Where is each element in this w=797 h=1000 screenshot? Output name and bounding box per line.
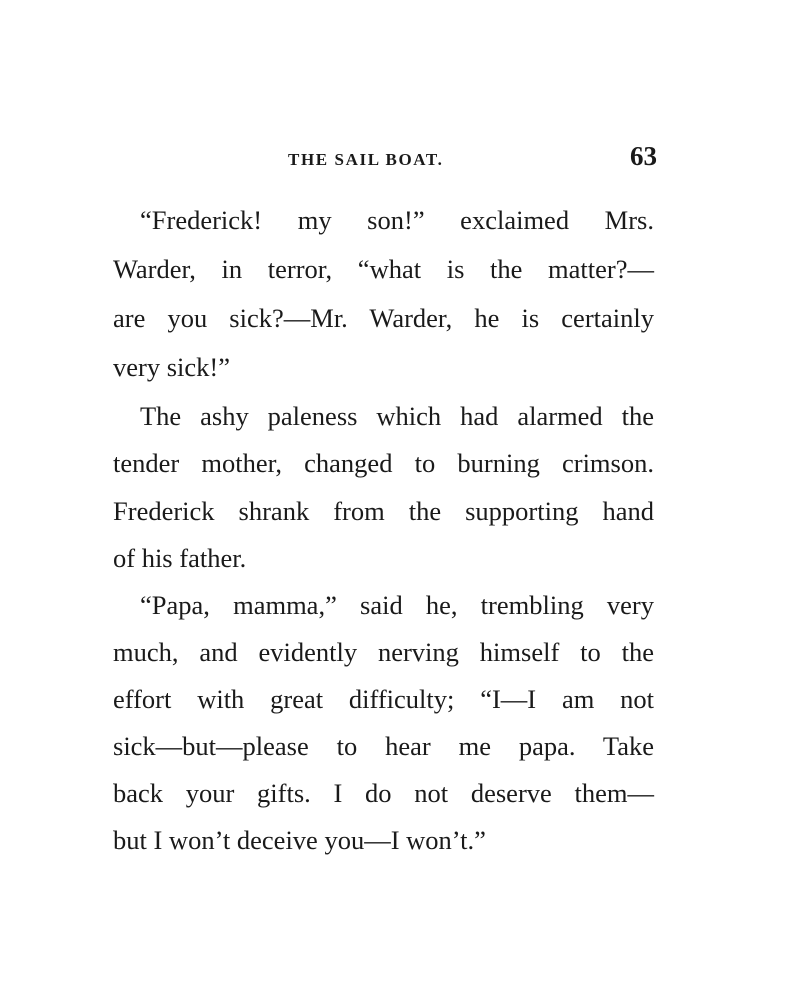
text-line: very sick!” bbox=[113, 352, 230, 382]
text-line: much, and evidently nerving himself to the bbox=[113, 637, 654, 667]
text-line: Frederick shrank from the supporting hand bbox=[113, 496, 654, 526]
page-number: 63 bbox=[630, 141, 657, 171]
text-line: “Papa, mamma,” said he, trembling very bbox=[140, 590, 654, 620]
text-line: tender mother, changed to burning crimson. bbox=[113, 448, 654, 478]
text-line: “Frederick! my son!” exclaimed Mrs. bbox=[140, 205, 654, 235]
text-line: The ashy paleness which had alarmed the bbox=[140, 401, 654, 431]
text-line: but I won’t deceive you—I won’t.” bbox=[113, 825, 486, 855]
running-title: THE SAIL BOAT. bbox=[288, 150, 444, 169]
text-line: of his father. bbox=[113, 543, 247, 573]
text-line: Warder, in terror, “what is the matter?— bbox=[113, 254, 654, 284]
text-line: effort with great difficulty; “I—I am not bbox=[113, 684, 654, 714]
text-line: sick—but—please to hear me papa. Take bbox=[113, 731, 654, 761]
text-line: are you sick?—Mr. Warder, he is certainly bbox=[113, 303, 654, 333]
text-line: back your gifts. I do not deserve them— bbox=[113, 778, 654, 808]
